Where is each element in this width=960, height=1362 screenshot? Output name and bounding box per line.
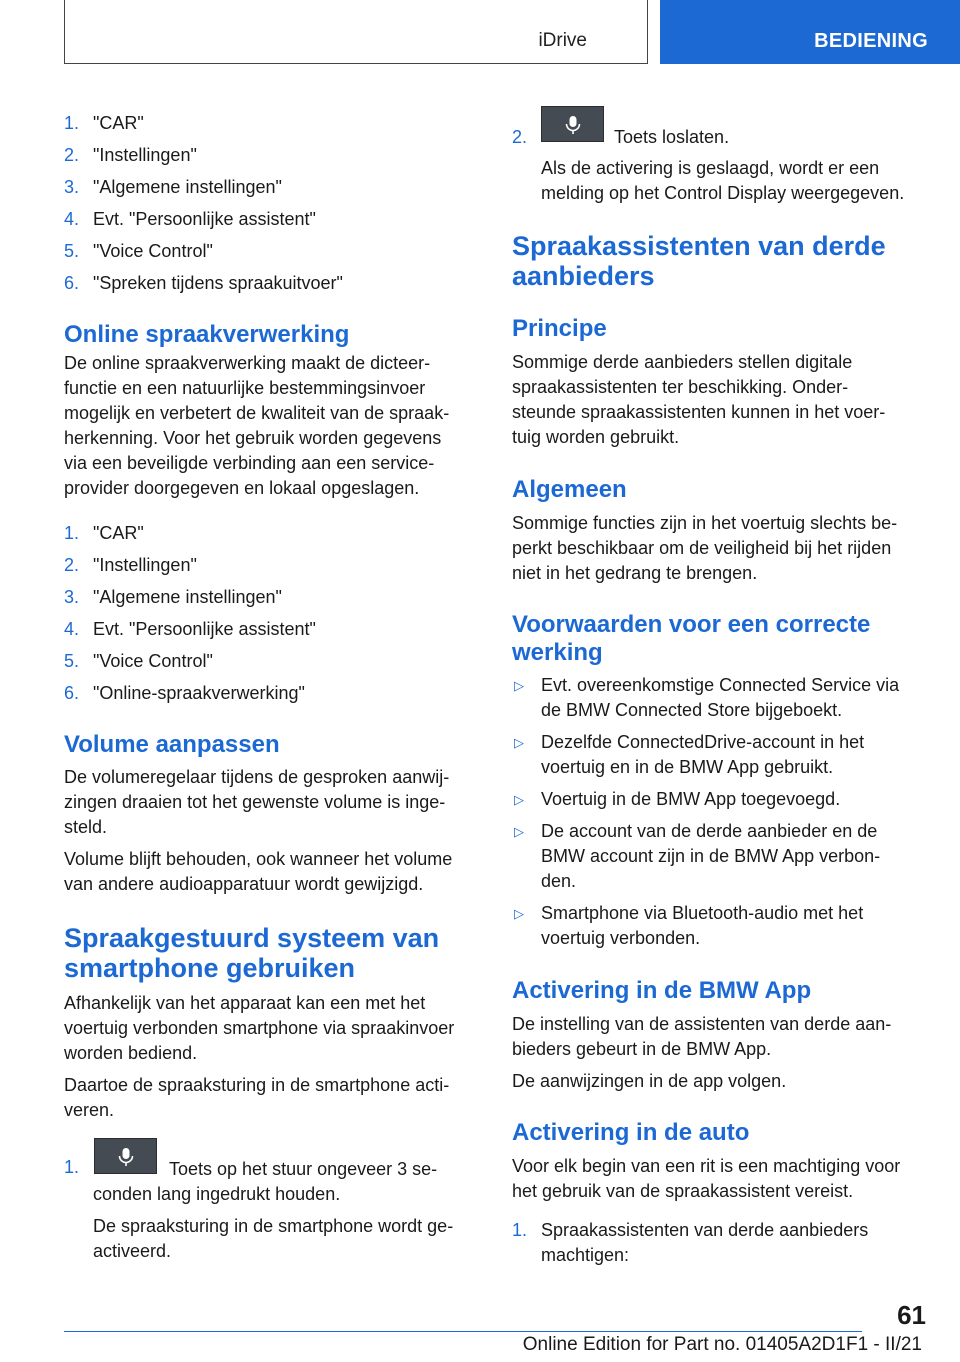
- paragraph-line: perkt beschikbaar om de veiligheid bij het rijden: [512, 538, 892, 558]
- paragraph-line: bieders gebeurt in de BMW App.: [512, 1039, 772, 1059]
- heading-online: Online spraakverwerking: [64, 321, 350, 348]
- step-text: Toets op het stuur ongeveer 3 se-: [169, 1159, 438, 1179]
- paragraph-line: van andere audioapparatuur wordt gewijzigd.: [64, 874, 424, 894]
- paragraph-line: De aanwijzingen in de app volgen.: [512, 1071, 787, 1091]
- heading-voorwaarden: Voorwaarden voor een correcte: [512, 611, 871, 638]
- paragraph-line: zingen draaien tot het gewenste volume is inge-: [64, 792, 446, 812]
- microphone-icon: [116, 1147, 136, 1167]
- paragraph-line: Sommige derde aanbieders stellen digitale: [512, 352, 853, 372]
- step-subtext: melding op het Control Display weergegeven.: [541, 183, 905, 203]
- paragraph-line: De online spraakverwerking maakt de dicteer-: [64, 353, 431, 373]
- paragraph-line: tuig worden gebruikt.: [512, 427, 680, 447]
- paragraph-line: De instelling van de assistenten van derde aan-: [512, 1014, 892, 1034]
- paragraph-line: provider doorgegeven en lokaal opgeslagen.: [64, 478, 420, 498]
- triangle-bullet-icon: ▷: [514, 906, 524, 921]
- paragraph-line: functie en een natuurlijke bestemmingsinvoer: [64, 378, 426, 398]
- step-subtext: activeerd.: [93, 1241, 172, 1261]
- heading-principe: Principe: [512, 315, 607, 342]
- triangle-bullet-icon: ▷: [514, 678, 524, 693]
- paragraph-line: steld.: [64, 817, 108, 837]
- heading-smartphone: Spraakgestuurd systeem van: [64, 923, 440, 953]
- step-text: Toets loslaten.: [614, 127, 730, 147]
- paragraph-line: steunde spraakassistenten kunnen in het voer-: [512, 402, 886, 422]
- footer-divider: [64, 1331, 862, 1332]
- paragraph-line: niet in het gedrang te brengen.: [512, 563, 758, 583]
- microphone-icon: [563, 115, 583, 135]
- step-text: conden lang ingedrukt houden.: [93, 1184, 341, 1204]
- paragraph-line: herkenning. Voor het gebruik worden gegevens: [64, 428, 442, 448]
- paragraph-line: voertuig verbonden smartphone via spraakinvoer: [64, 1018, 455, 1038]
- paragraph-line: Voor elk begin van een rit is een machtiging voor: [512, 1156, 901, 1176]
- paragraph-line: Afhankelijk van het apparaat kan een met het: [64, 993, 426, 1013]
- chapter-title: BEDIENING: [814, 30, 928, 52]
- paragraph-line: Volume blijft behouden, ook wanneer het volume: [64, 849, 453, 869]
- paragraph-line: Daartoe de spraaksturing in de smartphone acti-: [64, 1075, 450, 1095]
- paragraph-line: via een beveiligde verbinding aan een service-: [64, 453, 435, 473]
- paragraph-line: Sommige functies zijn in het voertuig slechts be-: [512, 513, 898, 533]
- heading-car-activation: Activering in de auto: [512, 1119, 750, 1146]
- heading-third-party-line2: aanbieders: [512, 261, 655, 291]
- heading-volume: Volume aanpassen: [64, 731, 280, 758]
- header-left-box: [64, 0, 648, 64]
- paragraph-line: mogelijk en verbetert de kwaliteit van de spraak-: [64, 403, 450, 423]
- page-number: 61: [897, 1300, 926, 1330]
- section-title: iDrive: [538, 30, 587, 51]
- triangle-bullet-icon: ▷: [514, 792, 524, 807]
- paragraph-line: worden bediend.: [64, 1043, 198, 1063]
- heading-app-activation: Activering in de BMW App: [512, 977, 812, 1004]
- step-subtext: Als de activering is geslaagd, wordt er een: [541, 158, 880, 178]
- paragraph-line: De volumeregelaar tijdens de gesproken aanwij-: [64, 767, 450, 787]
- paragraph-line: het gebruik van de spraakassistent vereist.: [512, 1181, 854, 1201]
- list-item-cont: machtigen:: [541, 1245, 630, 1265]
- chapter-tab: [660, 0, 960, 64]
- heading-algemeen: Algemeen: [512, 476, 627, 503]
- step-subtext: De spraaksturing in de smartphone wordt ge-: [93, 1216, 454, 1236]
- heading-third-party: Spraakassistenten van derde: [512, 231, 886, 261]
- triangle-bullet-icon: ▷: [514, 735, 524, 750]
- heading-smartphone-line2: smartphone gebruiken: [64, 953, 356, 983]
- paragraph-line: veren.: [64, 1100, 115, 1120]
- microphone-button-icon: [94, 1138, 157, 1174]
- triangle-bullet-icon: ▷: [514, 824, 524, 839]
- heading-voorwaarden-line2: werking: [512, 639, 603, 666]
- footer-edition: Online Edition for Part no. 01405A2D1F1 - II/21: [522, 1334, 922, 1355]
- paragraph-line: spraakassistenten ter beschikking. Onder-: [512, 377, 849, 397]
- microphone-button-icon: [541, 106, 604, 142]
